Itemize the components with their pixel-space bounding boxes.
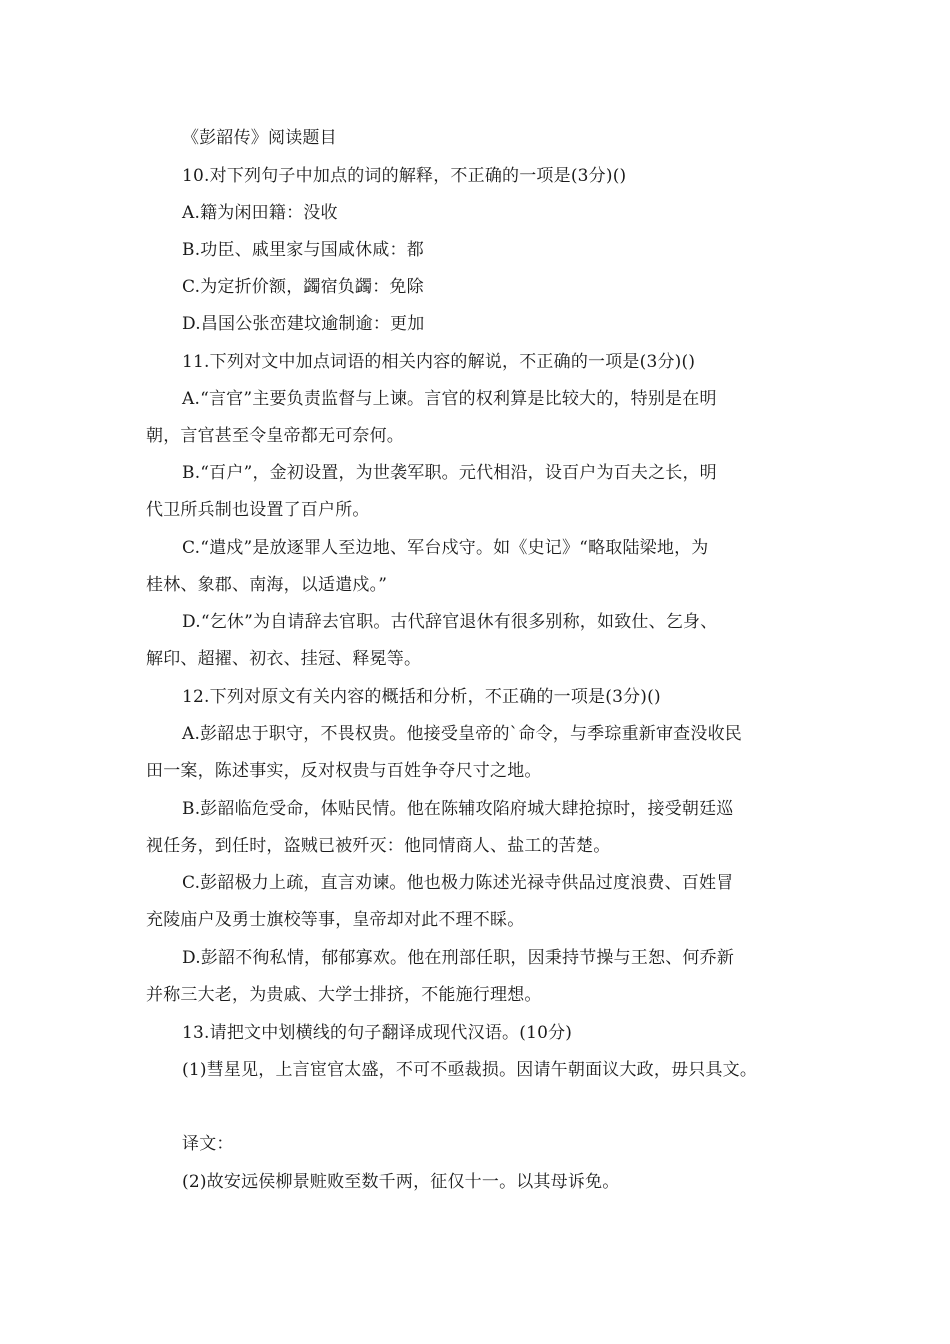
question-12-stem: 12.下列对原文有关内容的概括和分析，不正确的一项是(3分)() — [182, 687, 661, 707]
question-10-option-c: C.为定折价额，蠲宿负蠲：免除 — [182, 277, 424, 297]
translation-label: 译文： — [182, 1134, 234, 1154]
question-11-option-a-line2: 朝，言官甚至令皇帝都无可奈何。 — [146, 426, 404, 446]
question-13-stem: 13.请把文中划横线的句子翻译成现代汉语。(10分) — [182, 1023, 573, 1043]
document-title: 《彭韶传》阅读题目 — [182, 128, 337, 148]
question-10-option-b: B.功臣、戚里家与国咸休咸：都 — [182, 240, 424, 260]
question-11-option-d-line1: D.“乞休”为自请辞去官职。古代辞官退休有很多别称，如致仕、乞身、 — [182, 612, 718, 632]
question-10-stem: 10.对下列句子中加点的词的解释，不正确的一项是(3分)() — [182, 166, 627, 186]
question-12-option-d-line2: 并称三大老，为贵戚、大学士排挤，不能施行理想。 — [146, 985, 542, 1005]
question-10-option-d: D.昌国公张峦建坟逾制逾：更加 — [182, 314, 425, 334]
question-13-item-1: (1)彗星见，上言宦官太盛，不可不亟裁损。因请午朝面议大政，毋只具文。 — [182, 1060, 758, 1080]
question-12-option-c-line2: 充陵庙户及勇士旗校等事，皇帝却对此不理不睬。 — [146, 910, 525, 930]
question-13-item-2: (2)故安远侯柳景赃败至数千两，征仅十一。以其母诉免。 — [182, 1172, 620, 1192]
question-11-option-c-line2: 桂林、象郡、南海，以适遣戍。” — [146, 575, 388, 595]
question-10-option-a: A.籍为闲田籍：没收 — [182, 203, 338, 223]
question-12-option-a-line2: 田一案，陈述事实，反对权贵与百姓争夺尺寸之地。 — [146, 761, 542, 781]
question-11-stem: 11.下列对文中加点词语的相关内容的解说，不正确的一项是(3分)() — [182, 352, 696, 372]
question-11-option-b-line1: B.“百户”，金初设置，为世袭军职。元代相沿，设百户为百夫之长，明 — [182, 463, 717, 483]
question-12-option-a-line1: A.彭韶忠于职守，不畏权贵。他接受皇帝的`命令，与季琮重新审查没收民 — [182, 724, 742, 744]
question-11-option-c-line1: C.“遣戍”是放逐罪人至边地、军台戍守。如《史记》“略取陆梁地，为 — [182, 538, 709, 558]
question-12-option-d-line1: D.彭韶不徇私情，郁郁寡欢。他在刑部任职，因秉持节操与王恕、何乔新 — [182, 948, 735, 968]
question-12-option-b-line1: B.彭韶临危受命，体贴民情。他在陈辅攻陷府城大肆抢掠时，接受朝廷巡 — [182, 799, 734, 819]
question-11-option-a-line1: A.“言官”主要负责监督与上谏。言官的权利算是比较大的，特别是在明 — [182, 389, 717, 409]
question-12-option-b-line2: 视任务，到任时，盗贼已被歼灭：他同情商人、盐工的苦楚。 — [146, 836, 611, 856]
question-12-option-c-line1: C.彭韶极力上疏，直言劝谏。他也极力陈述光禄寺供品过度浪费、百姓冒 — [182, 873, 734, 893]
question-11-option-b-line2: 代卫所兵制也设置了百户所。 — [146, 500, 370, 520]
question-11-option-d-line2: 解印、超擢、初衣、挂冠、释冕等。 — [146, 649, 422, 669]
